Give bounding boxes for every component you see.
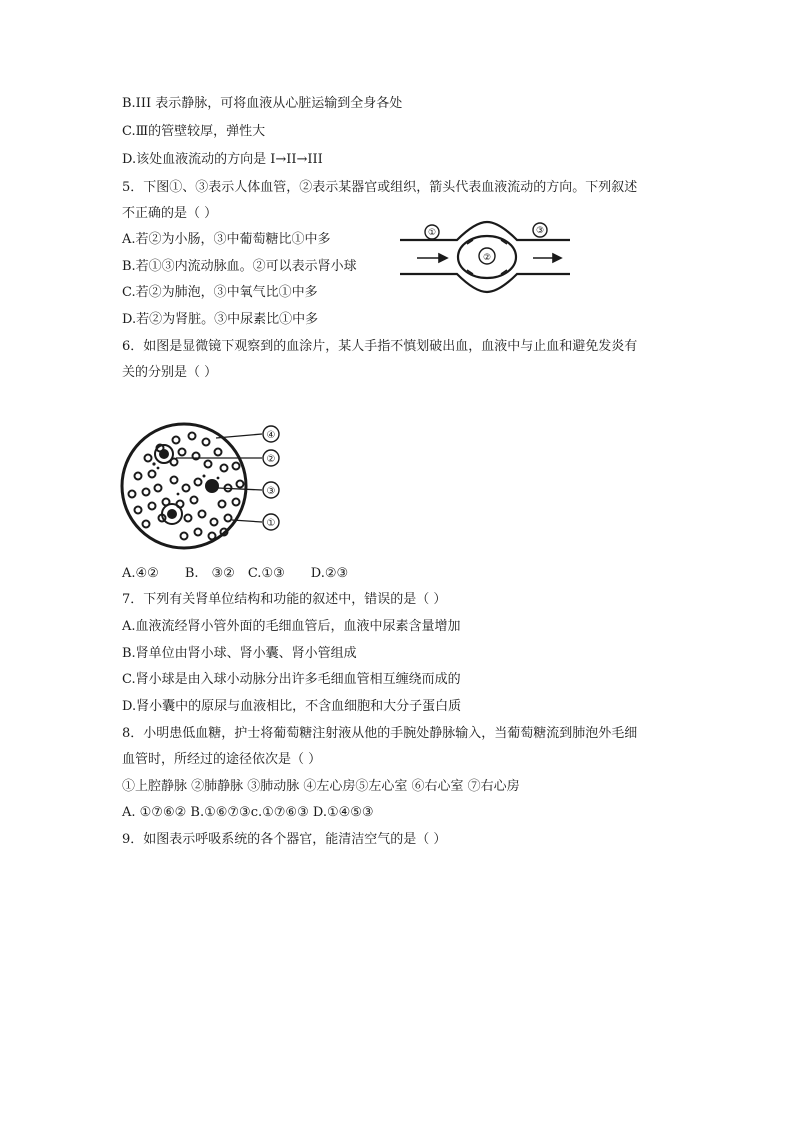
arrow-out-head: [553, 254, 561, 262]
q9-stem: 9．如图表示呼吸系统的各个器官，能清洁空气的是（ ）: [122, 832, 447, 847]
q6-options: A.④② B. ③② C.①③ D.②③: [122, 566, 349, 581]
q5-stem-line1: 5．下图①、③表示人体血管，②表示某器官或组织，箭头代表血液流动的方向。下列叙述: [122, 180, 638, 195]
q6-blood-smear-figure: [118, 418, 288, 556]
q5-option-d: D.若②为肾脏。③中尿素比①中多: [122, 312, 319, 327]
q5-option-b: B.若①③内流动脉血。②可以表示肾小球: [122, 259, 357, 274]
q7-option-b: B.肾单位由肾小球、肾小囊、肾小管组成: [122, 646, 357, 661]
q4-option-b: B.III 表示静脉，可将血液从心脏运输到全身各处: [122, 96, 403, 111]
q5-fig-label-2: ②: [482, 253, 492, 263]
q5-option-c: C.若②为肺泡，③中氧气比①中多: [122, 285, 318, 300]
q6-fig-label-1: ①: [266, 518, 276, 529]
q5-fig-label-1: ①: [427, 228, 437, 238]
q5-vessel-figure: [395, 218, 575, 296]
q7-stem: 7．下列有关肾单位结构和功能的叙述中，错误的是（ ）: [122, 592, 447, 607]
q4-option-c: C.Ⅲ的管壁较厚，弹性大: [122, 124, 266, 139]
q6-fig-label-3: ③: [266, 486, 276, 497]
q5-stem-line2: 不正确的是（ ）: [122, 206, 218, 221]
q7-option-d: D.肾小囊中的原尿与血液相比，不含血细胞和大分子蛋白质: [122, 699, 462, 714]
q6-fig-label-4: ④: [266, 430, 276, 441]
q8-stem-line1: 8．小明患低血糖，护士将葡萄糖注射液从他的手腕处静脉输入，当葡萄糖流到肺泡外毛细: [122, 726, 638, 741]
q5-option-a: A.若②为小肠，③中葡萄糖比①中多: [122, 232, 331, 247]
q5-fig-label-3: ③: [535, 226, 545, 236]
q8-items: ①上腔静脉 ②肺静脉 ③肺动脉 ④左心房⑤左心室 ⑥右心室 ⑦右心房: [122, 779, 520, 794]
q6-stem-line2: 关的分别是（ ）: [122, 365, 218, 380]
q7-option-c: C.肾小球是由入球小动脉分出许多毛细血管相互缠绕而成的: [122, 672, 461, 687]
q8-options: A. ①⑦⑥② B.①⑥⑦③c.①⑦⑥③ D.①④⑤③: [122, 805, 374, 820]
q4-option-d: D.该处血液流动的方向是 I→II→III: [122, 152, 323, 167]
q7-option-a: A.血液流经肾小管外面的毛细血管后，血液中尿素含量增加: [122, 619, 461, 634]
q6-fig-label-2: ②: [266, 454, 276, 465]
q6-stem-line1: 6．如图是显微镜下观察到的血涂片，某人手指不慎划破出血，血液中与止血和避免发炎有: [122, 339, 638, 354]
arrow-in-head: [439, 254, 447, 262]
q8-stem-line2: 血管时，所经过的途径依次是（ ）: [122, 752, 322, 767]
vessel-lower-outer: [400, 274, 570, 292]
